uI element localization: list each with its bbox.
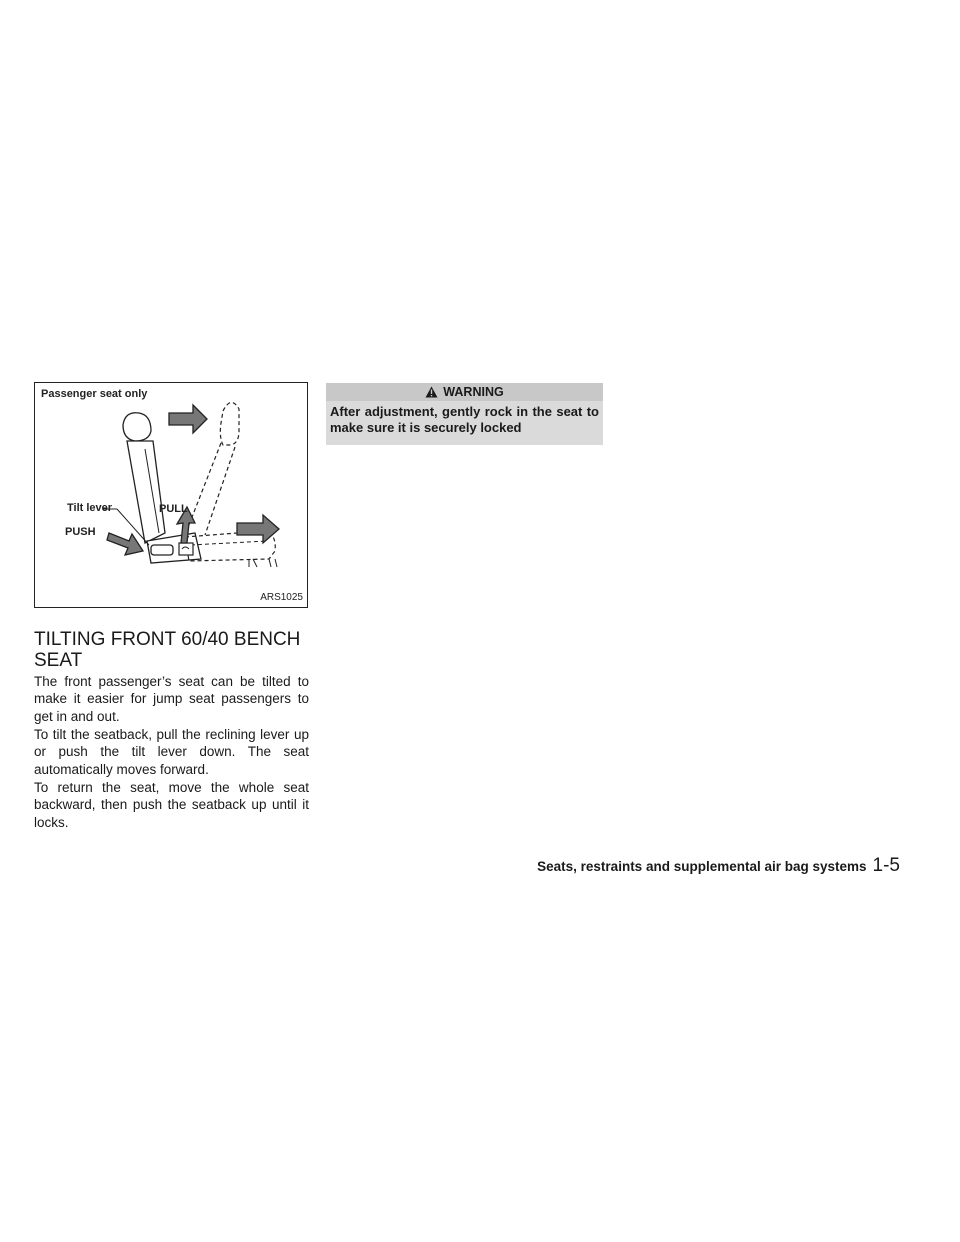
paragraph-2: To tilt the seatback, pull the reclining lever up or push the tilt lever down. The seat automatically moves forward. xyxy=(34,726,309,777)
pull-label: PULL xyxy=(159,503,188,515)
warning-text: After adjustment, gently rock in the seat to make sure it is securely locked xyxy=(330,404,599,435)
push-label: PUSH xyxy=(65,526,96,538)
section-title: TILTING FRONT 60/40 BENCH SEAT xyxy=(34,628,301,671)
warning-heading: WARNING xyxy=(443,385,504,399)
paragraph-3: To return the seat, move the whole seat backward, then push the seatback up until it locks. xyxy=(34,779,309,830)
seat-drawing xyxy=(35,383,307,607)
warning-icon xyxy=(425,386,438,398)
forward-arrow-upper xyxy=(169,405,207,433)
page-number: 1-5 xyxy=(872,855,900,876)
seat-illustration xyxy=(34,382,308,608)
page-footer xyxy=(537,855,900,879)
tilt-lever-label: Tilt lever xyxy=(67,502,113,514)
figure-caption: Passenger seat only xyxy=(41,388,148,400)
forward-arrow-lower xyxy=(237,515,279,543)
figure-code: ARS1025 xyxy=(260,592,303,603)
warning-box xyxy=(326,383,603,445)
warning-header xyxy=(326,383,603,401)
push-arrow xyxy=(107,533,143,555)
footer-section-title: Seats, restraints and supplemental air bag systems xyxy=(537,859,867,874)
paragraph-1: The front passenger’s seat can be tilted to make it easier for jump seat passengers to get in and out. xyxy=(34,673,309,724)
